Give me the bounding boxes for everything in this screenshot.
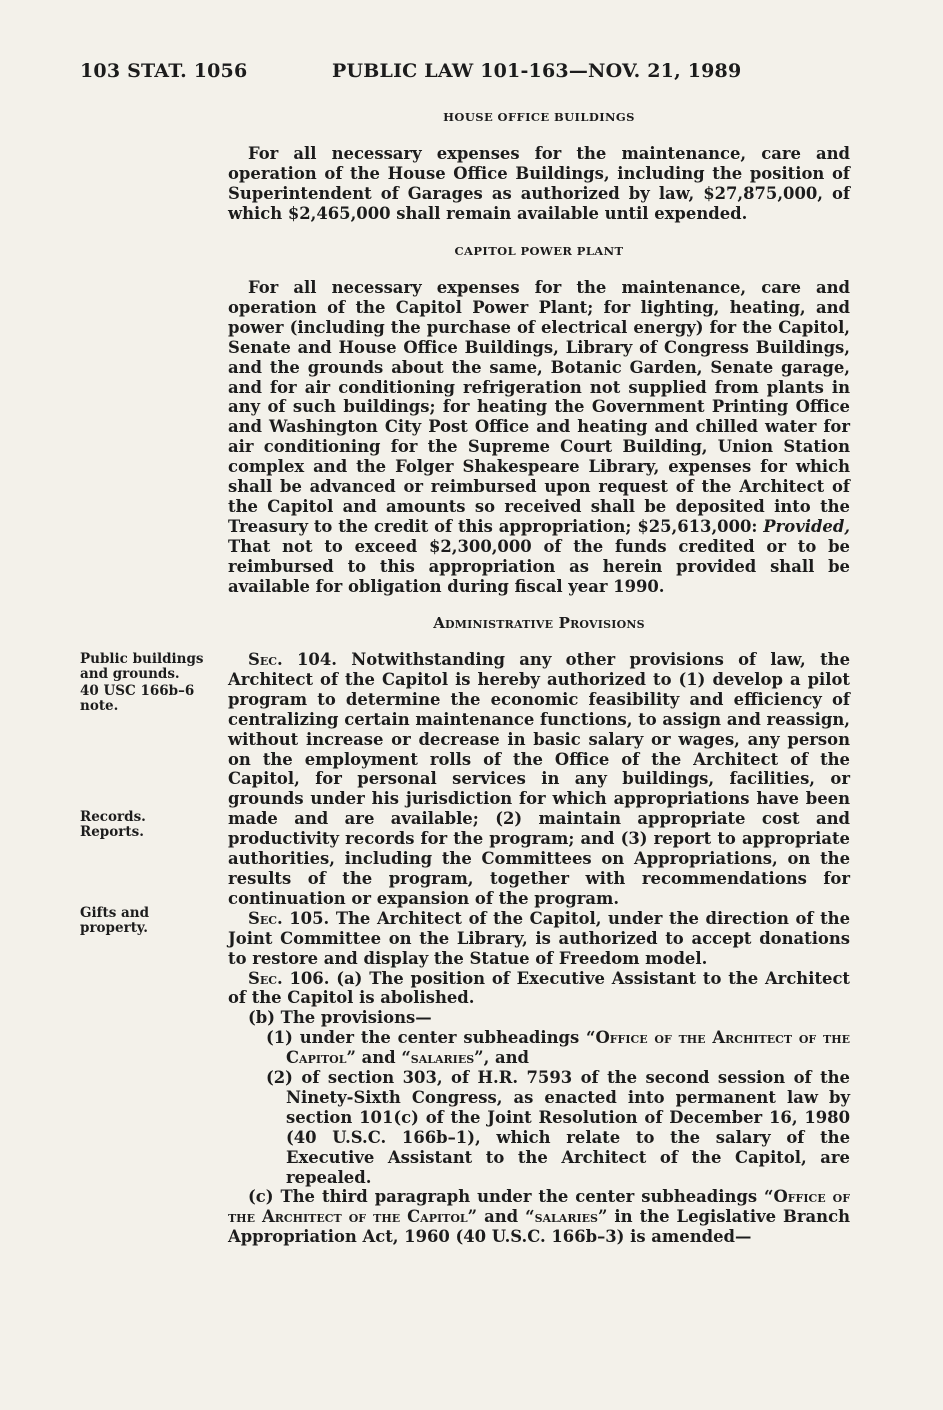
margin-note-gifts: Gifts and property. [80,905,150,937]
administrative-provisions-body [228,650,850,1247]
margin-note-usc: 40 USC 166b–6 note. [80,683,195,715]
sec-105: Sec. 105. The Architect of the Capitol, under the direction of the Joint Committee on the Library, is authorized to accept donations to restore and display the Statue of Freedom model. [228,908,850,968]
sec-106-c: (c) The third paragraph under the center subheadings “Office of the Architect of the Capitol” and “salaries” in the Legislative Branch Appropriation Act, 1960 (40 U.S.C. 166b–3) is amended— [228,1187,851,1247]
sec-106-b: (b) The provisions— [248,1008,432,1028]
heading-capitol-power-plant: CAPITOL POWER PLANT [454,244,624,258]
margin-note-records: Records. Reports. [80,809,146,841]
heading-house-office-buildings: HOUSE OFFICE BUILDINGS [443,110,635,124]
provided-keyword: Provided, [763,516,850,536]
house-office-buildings-paragraph: For all necessary expenses for the maintenance, care and operation of the House Office Buildings, including the position of Superintendent of Garages as authorized by law, $27,875,000, of which $2,465,000 shall remain available until expended. [228,144,850,223]
capitol-power-plant-paragraph: For all necessary expenses for the maintenance, care and operation of the Capitol Power Plant; for lighting, heating, and power (including the purchase of electrical energy) for the Capitol, Senate and House Office Buildings, Library of Congress Buildings, and the grounds about the same, Botanic Garden, Senate garage, and for air conditioning refrigeration not supplied from plants in any of such buildings; for heating the Government Printing Office and Washington City Post Office and heating and chilled water for air conditioning for the Supreme Court Building, Union Station complex and the Folger Shakespeare Library, expenses for which shall be advanced or reimbursed upon request of the Architect of the Capitol and amounts so received shall be deposited into the Treasury to the credit of this appropriation; $25,613,000: Provided, That not to exceed $2,300,000 of the funds credited or to be reimbursed to this appropriation as herein provided shall be available for obligation during fiscal year 1990. [228,278,850,596]
public-law-title: PUBLIC LAW 101-163—NOV. 21, 1989 [332,60,742,82]
sec-106-b-item-2: (2) of section 303, of H.R. 7593 of the second session of the Ninety-Sixth Congress, as enacted into permanent law by section 101(c) of the Joint Resolution of December 16, 1980 (40 U.S.C. 166b–1), which relate to the salary of the Executive Assistant to the Architect of the Capitol, are repealed. [266,1068,850,1187]
running-header [80,60,860,86]
sec-106-a: Sec. 106. (a) The position of Executive Assistant to the Architect of the Capitol is abolished. [228,968,850,1008]
stat-citation: 103 STAT. 1056 [80,60,248,82]
heading-administrative-provisions: Administrative Provisions [433,614,645,632]
sec-106-b-item-1: (1) under the center subheadings “Office of the Architect of the Capitol” and “salaries”, and [266,1028,850,1068]
margin-note-public-buildings: Public buildings and grounds. [80,651,204,683]
sec-104: Sec. 104. Notwithstanding any other provisions of law, the Architect of the Capitol is hereby authorized to (1) develop a pilot program to determine the economic feasibility and efficiency of centralizing certain maintenance functions, to assign and reassign, without increase or decrease in basic salary or wages, any person on the employment rolls of the Office of the Architect of the Capitol, for personal services in any buildings, facilities, or grounds under his jurisdiction for which appropriations have been made and are available; (2) maintain appropriate cost and productivity records for the program; and (3) report to appropriate authorities, including the Committees on Appropriations, on the results of the program, together with recommendations for continuation or expansion of the program. [228,650,850,908]
